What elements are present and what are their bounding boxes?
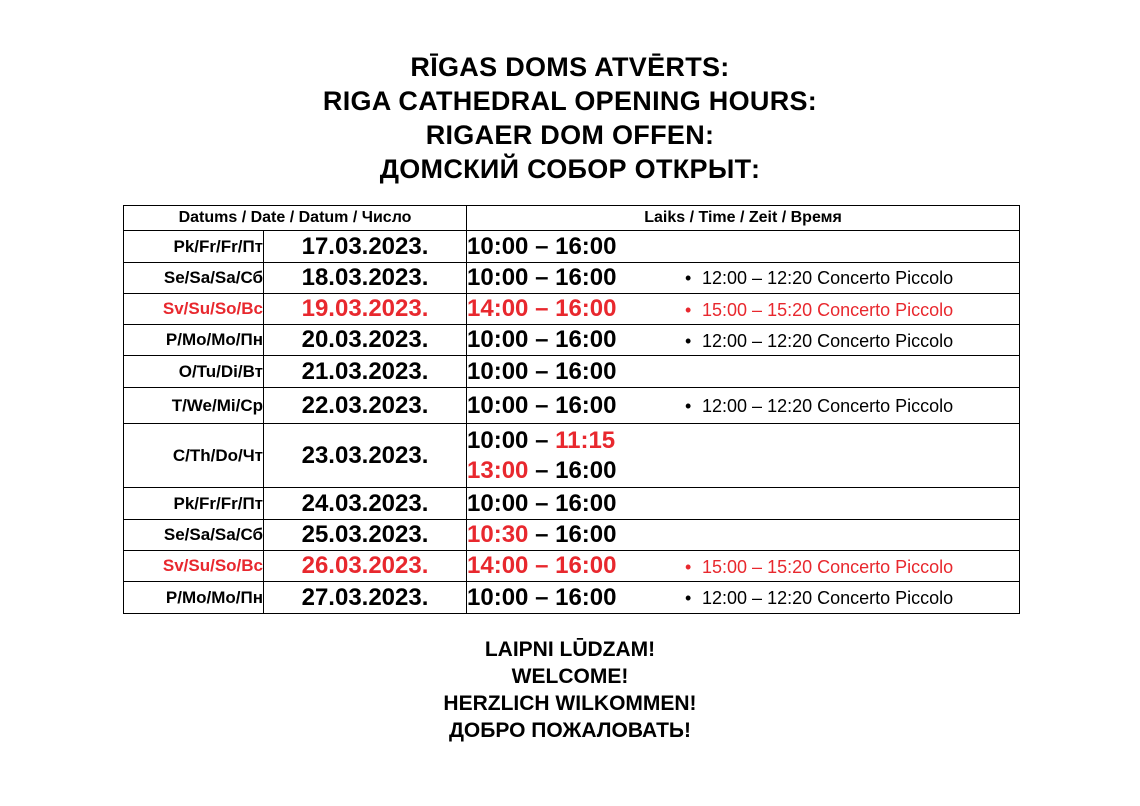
time-cell: 14:00 – 16:00 • 15:00 – 15:20 Concerto Piccolo bbox=[467, 551, 1020, 582]
event-note: • 12:00 – 12:20 Concerto Piccolo bbox=[685, 588, 954, 608]
time-end: 16:00 bbox=[555, 264, 617, 291]
time-cell: 10:00 – 16:00 • 12:00 – 12:20 Concerto Piccolo bbox=[467, 325, 1020, 356]
table-row bbox=[124, 551, 1020, 582]
time-end: 16:00 bbox=[555, 295, 617, 322]
day-cell: Pk/Fr/Fr/Пт bbox=[124, 488, 264, 520]
time-cell: 10:00 – 16:00 • 12:00 – 12:20 Concerto Piccolo bbox=[467, 263, 1020, 294]
time-end: 16:00 bbox=[555, 357, 617, 385]
header-date: Datums / Date / Datum / Число bbox=[124, 206, 467, 231]
time-start: 10:00 bbox=[467, 326, 529, 353]
table-row bbox=[124, 520, 1020, 551]
bullet-icon: • bbox=[685, 300, 692, 320]
page-title bbox=[0, 50, 1140, 186]
time-end: 16:00 bbox=[555, 552, 617, 579]
table-row bbox=[124, 424, 1020, 488]
table-row bbox=[124, 294, 1020, 325]
time-cell: 10:00 – 11:15 13:00 – 16:00 bbox=[467, 424, 1020, 488]
time-start: 10:00 bbox=[467, 583, 529, 611]
time-start: 13:00 bbox=[467, 456, 529, 484]
table-row bbox=[124, 356, 1020, 388]
table-row bbox=[124, 388, 1020, 424]
day-cell: Sv/Su/So/Вс bbox=[124, 294, 264, 325]
event-note: • 15:00 – 15:20 Concerto Piccolo bbox=[685, 300, 954, 320]
time-start: 10:30 bbox=[467, 521, 529, 548]
bullet-icon: • bbox=[685, 557, 692, 577]
date-cell: 21.03.2023. bbox=[264, 356, 467, 388]
time-cell: 14:00 – 16:00 • 15:00 – 15:20 Concerto Piccolo bbox=[467, 294, 1020, 325]
table-row bbox=[124, 325, 1020, 356]
table-row bbox=[124, 582, 1020, 614]
welcome-german: HERZLICH WILKOMMEN! bbox=[443, 692, 697, 715]
date-cell: 18.03.2023. bbox=[264, 263, 467, 294]
welcome-latvian: LAIPNI LŪDZAM! bbox=[484, 638, 656, 661]
time-start: 10:00 bbox=[467, 232, 529, 260]
welcome-english: WELCOME! bbox=[511, 665, 629, 688]
time-start: 14:00 bbox=[467, 295, 529, 322]
time-start: 14:00 bbox=[467, 552, 529, 579]
time-end: 11:15 bbox=[555, 426, 616, 454]
time-start: 10:00 bbox=[467, 391, 529, 419]
welcome-russian: ДОБРО ПОЖАЛОВАТЬ! bbox=[448, 719, 692, 742]
title-english: RIGA CATHEDRAL OPENING HOURS: bbox=[322, 86, 818, 116]
event-note: • 15:00 – 15:20 Concerto Piccolo bbox=[685, 557, 954, 577]
day-cell: Sv/Su/So/Вс bbox=[124, 551, 264, 582]
title-russian: ДОМСКИЙ СОБОР ОТКРЫТ: bbox=[379, 154, 761, 184]
date-cell: 25.03.2023. bbox=[264, 520, 467, 551]
day-cell: Se/Sa/Sa/Сб bbox=[124, 520, 264, 551]
time-start: 10:00 bbox=[467, 489, 529, 517]
time-start: 10:00 bbox=[467, 264, 529, 291]
time-start: 10:00 bbox=[467, 426, 529, 454]
time-end: 16:00 bbox=[555, 583, 617, 611]
time-end: 16:00 bbox=[555, 489, 617, 517]
time-end: 16:00 bbox=[555, 232, 617, 260]
bullet-icon: • bbox=[685, 588, 692, 608]
date-cell: 17.03.2023. bbox=[264, 231, 467, 263]
time-cell: 10:00 – 16:00 • 12:00 – 12:20 Concerto Piccolo bbox=[467, 388, 1020, 424]
table-row bbox=[124, 263, 1020, 294]
date-cell: 24.03.2023. bbox=[264, 488, 467, 520]
event-note: • 12:00 – 12:20 Concerto Piccolo bbox=[685, 268, 954, 288]
day-cell: T/We/Mi/Ср bbox=[124, 388, 264, 424]
time-start: 10:00 bbox=[467, 357, 529, 385]
time-end: 16:00 bbox=[555, 521, 617, 548]
event-note: • 12:00 – 12:20 Concerto Piccolo bbox=[685, 396, 954, 416]
title-german: RIGAER DOM OFFEN: bbox=[425, 120, 715, 150]
day-cell: O/Tu/Di/Вт bbox=[124, 356, 264, 388]
table-header-row bbox=[124, 206, 1020, 231]
time-end: 16:00 bbox=[555, 456, 617, 484]
title-latvian: RĪGAS DOMS ATVĒRTS: bbox=[410, 52, 730, 82]
date-cell: 20.03.2023. bbox=[264, 325, 467, 356]
time-end: 16:00 bbox=[555, 391, 617, 419]
date-cell: 23.03.2023. bbox=[264, 424, 467, 488]
day-cell: Se/Sa/Sa/Сб bbox=[124, 263, 264, 294]
schedule-table bbox=[123, 205, 1020, 614]
time-cell: 10:00 – 16:00 • 12:00 – 12:20 Concerto Piccolo bbox=[467, 582, 1020, 614]
time-cell: 10:30 – 16:00 bbox=[467, 520, 1020, 551]
day-cell: C/Th/Do/Чт bbox=[124, 424, 264, 488]
day-cell: Pk/Fr/Fr/Пт bbox=[124, 231, 264, 263]
time-cell: 10:00 – 16:00 bbox=[467, 231, 1020, 263]
bullet-icon: • bbox=[685, 331, 692, 351]
day-cell: P/Mo/Mo/Пн bbox=[124, 582, 264, 614]
date-cell: 19.03.2023. bbox=[264, 294, 467, 325]
event-note: • 12:00 – 12:20 Concerto Piccolo bbox=[685, 331, 954, 351]
header-time: Laiks / Time / Zeit / Время bbox=[467, 206, 1020, 231]
date-cell: 22.03.2023. bbox=[264, 388, 467, 424]
table-row bbox=[124, 231, 1020, 263]
day-cell: P/Mo/Mo/Пн bbox=[124, 325, 264, 356]
date-cell: 26.03.2023. bbox=[264, 551, 467, 582]
table-row bbox=[124, 488, 1020, 520]
time-cell: 10:00 – 16:00 bbox=[467, 488, 1020, 520]
time-cell: 10:00 – 16:00 bbox=[467, 356, 1020, 388]
time-end: 16:00 bbox=[555, 326, 617, 353]
date-cell: 27.03.2023. bbox=[264, 582, 467, 614]
bullet-icon: • bbox=[685, 268, 692, 288]
welcome-message bbox=[0, 636, 1140, 744]
bullet-icon: • bbox=[685, 396, 692, 416]
